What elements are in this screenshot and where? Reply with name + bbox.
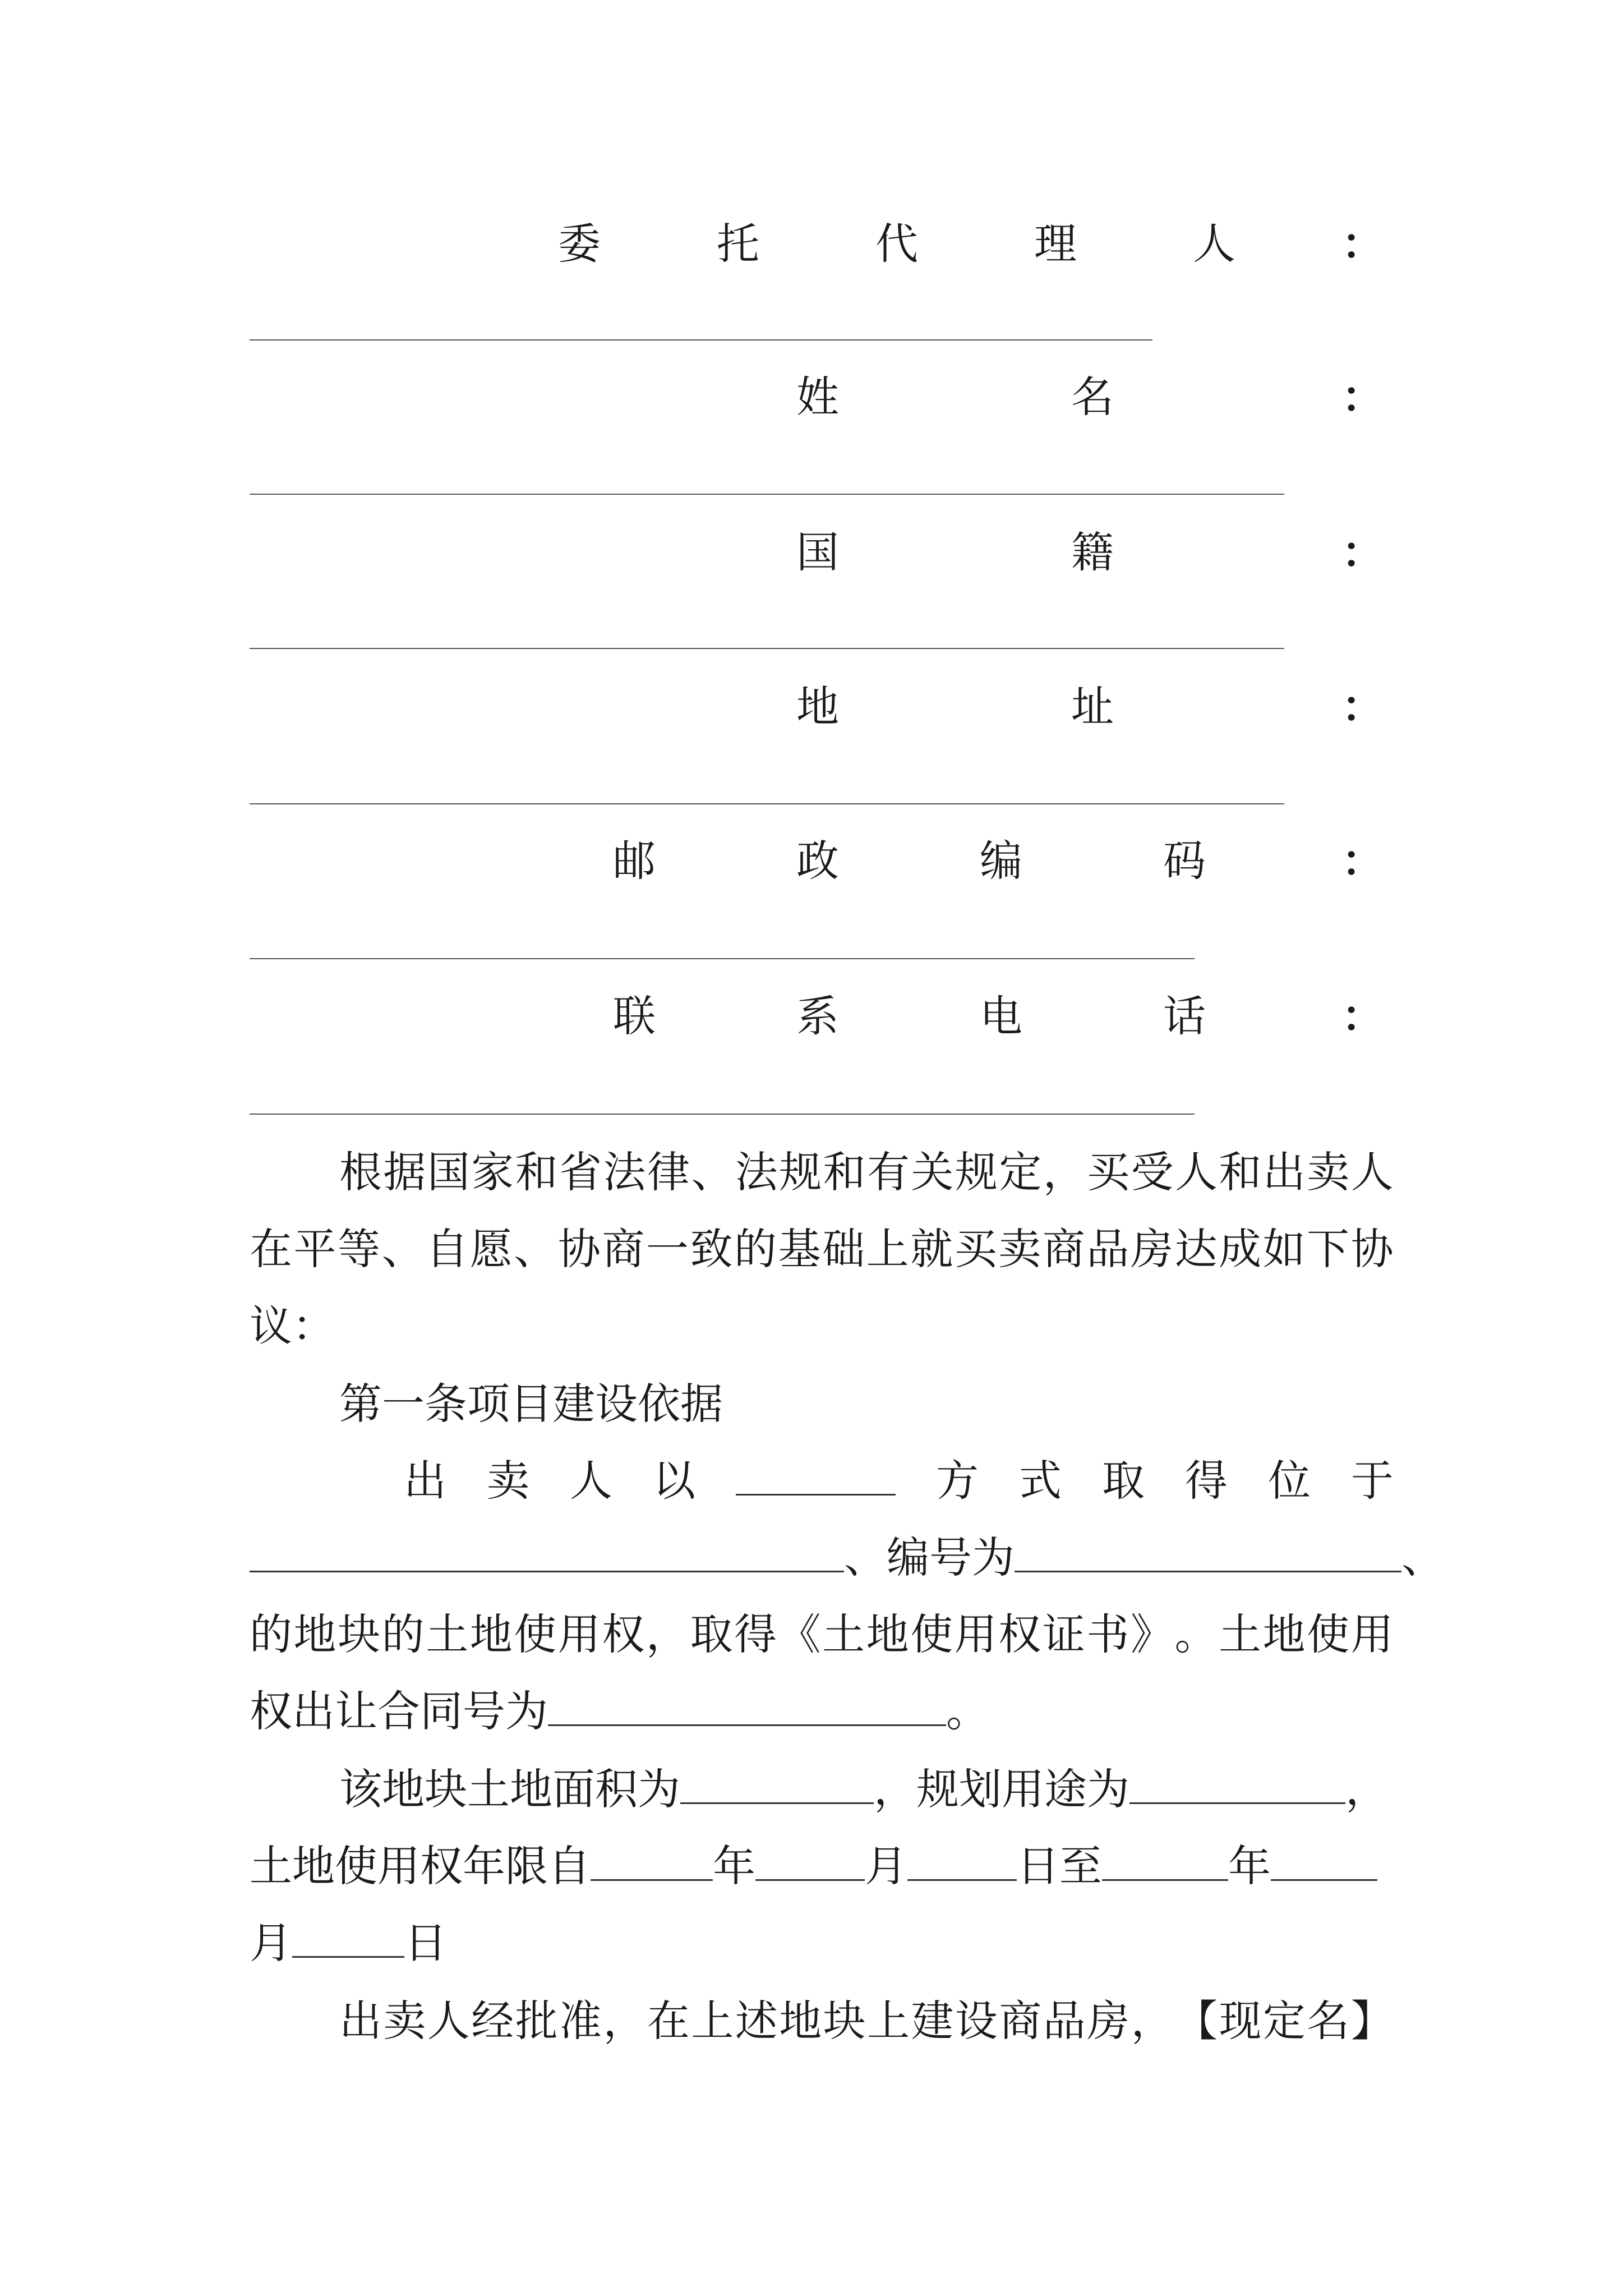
- parcel-number-blank[interactable]: [1015, 1530, 1401, 1572]
- text-char: 权: [602, 1609, 645, 1659]
- p1-char: 得: [1185, 1456, 1228, 1506]
- text-char: 地: [469, 1609, 513, 1659]
- text-char: 品: [1086, 1224, 1129, 1274]
- end-day-blank[interactable]: [292, 1916, 404, 1958]
- text-char: 块: [823, 1996, 866, 2046]
- text-char: 地: [293, 1609, 336, 1659]
- label-char: 联: [613, 991, 656, 1041]
- intro-line-3: 议：: [250, 1301, 335, 1351]
- text-char: 品: [1043, 1996, 1086, 2046]
- text-char: 的: [250, 1609, 292, 1659]
- text-char: 》: [1130, 1609, 1173, 1659]
- text-char: 【: [1175, 1996, 1218, 2046]
- text-char: 商: [999, 1996, 1042, 2046]
- text-char: 关: [911, 1147, 954, 1197]
- text-char: 础: [822, 1224, 865, 1274]
- p1-line4-end: 。: [946, 1686, 989, 1736]
- p1-line-2: [250, 1530, 1444, 1586]
- field-input-line-address[interactable]: [250, 803, 1284, 804]
- text-char: 取: [690, 1609, 733, 1659]
- field-input-line-nationality[interactable]: [250, 648, 1284, 649]
- text-char: 和: [823, 1147, 866, 1197]
- intro-line-2: [250, 1221, 1394, 1277]
- text-char: 上: [691, 1996, 734, 2046]
- text-char: 法: [735, 1147, 778, 1197]
- text-char: 协: [557, 1224, 601, 1274]
- label-char: 系: [796, 991, 839, 1041]
- text-char: 和: [1219, 1147, 1262, 1197]
- text-char: 省: [559, 1147, 602, 1197]
- text-char: 建: [911, 1996, 954, 2046]
- intro-line-1: [339, 1144, 1394, 1200]
- text-char: 在: [647, 1996, 690, 2046]
- start-day-blank[interactable]: [907, 1839, 1017, 1881]
- label-char: 姓: [796, 372, 839, 422]
- text-char: 自: [426, 1224, 469, 1274]
- text-char: 使: [1307, 1609, 1350, 1659]
- text-char: 。: [1174, 1609, 1218, 1659]
- p2-line-3: [250, 1915, 447, 1971]
- field-colon: ：: [1341, 527, 1384, 577]
- text-char: 商: [1042, 1224, 1085, 1274]
- text-char: 上: [867, 1996, 910, 2046]
- label-char: 码: [1163, 836, 1206, 886]
- label-char: 政: [796, 836, 839, 886]
- end-month-blank[interactable]: [1271, 1839, 1377, 1881]
- day-label: 日: [404, 1918, 447, 1968]
- label-char: 人: [1193, 219, 1235, 269]
- field-label-phone: [613, 988, 1230, 1045]
- field-label-agent: [558, 216, 1242, 272]
- text-char: 房: [1087, 1996, 1130, 2046]
- label-char: 编: [980, 836, 1022, 886]
- planned-use-blank[interactable]: [1129, 1762, 1345, 1804]
- text-char: 设: [955, 1996, 998, 2046]
- field-colon: ：: [1341, 991, 1384, 1041]
- text-char: 人: [1350, 1147, 1394, 1197]
- text-char: 国: [427, 1147, 470, 1197]
- p1-char: 以: [653, 1456, 695, 1506]
- text-char: ，: [1131, 1996, 1174, 2046]
- p1-char: 方: [936, 1456, 979, 1506]
- text-char: 卖: [1307, 1147, 1350, 1197]
- text-char: 如: [1262, 1224, 1306, 1274]
- text-char: 定: [1262, 1996, 1306, 2046]
- label-char: 地: [796, 682, 839, 731]
- text-char: 买: [954, 1224, 997, 1274]
- text-char: 述: [735, 1996, 778, 2046]
- text-char: 的: [381, 1609, 425, 1659]
- text-char: 卖: [998, 1224, 1041, 1274]
- text-char: 用: [954, 1609, 997, 1659]
- text-char: 致: [690, 1224, 733, 1274]
- year-label: 年: [713, 1841, 755, 1891]
- start-year-blank[interactable]: [591, 1839, 713, 1881]
- text-char: 买: [1087, 1147, 1130, 1197]
- text-char: 出: [1262, 1147, 1306, 1197]
- label-char: 代: [875, 219, 918, 269]
- p1-char: 位: [1268, 1456, 1311, 1506]
- p1-char: 取: [1102, 1456, 1145, 1506]
- text-char: 地: [1262, 1609, 1306, 1659]
- text-char: 用: [1350, 1609, 1394, 1659]
- text-char: 的: [734, 1224, 777, 1274]
- text-char: 等: [338, 1224, 381, 1274]
- text-char: 达: [1174, 1224, 1218, 1274]
- term-label: 土地使用权年限自: [250, 1841, 591, 1891]
- text-char: 块: [338, 1609, 381, 1659]
- p2-line-1: [339, 1761, 1388, 1818]
- field-label-address: [796, 679, 1133, 735]
- text-char: 据: [383, 1147, 426, 1197]
- text-char: ，: [1043, 1147, 1086, 1197]
- day-to-label: 日至: [1017, 1841, 1102, 1891]
- start-month-blank[interactable]: [755, 1839, 865, 1881]
- p1-char: 出: [404, 1456, 446, 1506]
- text-char: 批: [515, 1996, 558, 2046]
- label-char: 理: [1034, 219, 1077, 269]
- contract-number-label: 权出让合同号为: [250, 1686, 548, 1736]
- label-char: 邮: [613, 836, 656, 886]
- p1-char: 卖: [487, 1456, 529, 1506]
- p2-line-2: [250, 1838, 1377, 1894]
- p1-char: 于: [1351, 1456, 1394, 1506]
- text-char: 证: [1042, 1609, 1085, 1659]
- text-char: 准: [559, 1996, 602, 2046]
- text-char: 协: [1350, 1224, 1394, 1274]
- use-suffix: ，: [1345, 1764, 1388, 1814]
- text-char: 愿: [469, 1224, 513, 1274]
- end-year-blank[interactable]: [1102, 1839, 1228, 1881]
- text-char: 有: [867, 1147, 910, 1197]
- field-colon: ：: [1341, 836, 1384, 886]
- text-char: 房: [1130, 1224, 1173, 1274]
- text-char: 上: [866, 1224, 909, 1274]
- text-char: 卖: [383, 1996, 426, 2046]
- text-char: 书: [1086, 1609, 1129, 1659]
- text-char: 得: [734, 1609, 777, 1659]
- number-label: 、编号为: [844, 1533, 1015, 1582]
- text-char: 地: [866, 1609, 909, 1659]
- text-char: 《: [778, 1609, 821, 1659]
- field-colon: ：: [1341, 682, 1384, 731]
- field-input-line-name[interactable]: [250, 494, 1284, 495]
- label-char: 籍: [1071, 527, 1114, 577]
- article-heading: 第一条项目建设依据: [339, 1379, 723, 1429]
- acquisition-method-blank[interactable]: [736, 1453, 896, 1496]
- field-input-line-postcode[interactable]: [250, 958, 1195, 959]
- month-label: 月: [250, 1918, 292, 1968]
- field-colon: ：: [1341, 372, 1384, 422]
- text-char: 现: [1219, 1996, 1262, 2046]
- month-label: 月: [865, 1841, 907, 1891]
- area-label: 该地块土地面积为: [339, 1764, 680, 1814]
- field-input-line-agent[interactable]: [250, 339, 1152, 341]
- land-area-blank[interactable]: [680, 1762, 874, 1804]
- text-char: 家: [471, 1147, 514, 1197]
- field-label-name: [796, 369, 1133, 425]
- label-char: 国: [796, 527, 839, 577]
- text-char: 基: [778, 1224, 821, 1274]
- text-char: 定: [999, 1147, 1042, 1197]
- text-char: 根: [339, 1147, 382, 1197]
- year-label: 年: [1228, 1841, 1271, 1891]
- p3-line-1: [339, 1993, 1394, 2049]
- text-char: 、: [381, 1224, 425, 1274]
- text-char: 经: [471, 1996, 514, 2046]
- text-char: 平: [293, 1224, 336, 1274]
- text-char: 在: [250, 1224, 292, 1274]
- label-char: 托: [717, 219, 759, 269]
- text-char: 人: [427, 1996, 470, 2046]
- text-char: ，: [645, 1609, 689, 1659]
- text-char: 一: [645, 1224, 689, 1274]
- field-label-postcode: [613, 833, 1230, 889]
- text-char: 出: [339, 1996, 382, 2046]
- p1-line-3: [250, 1607, 1394, 1663]
- text-char: 人: [1175, 1147, 1218, 1197]
- text-char: 和: [515, 1147, 558, 1197]
- p1-line2-end: 、: [1401, 1533, 1444, 1582]
- text-char: 地: [779, 1996, 822, 2046]
- label-char: 话: [1163, 991, 1206, 1041]
- text-char: 用: [557, 1609, 601, 1659]
- text-char: 法: [603, 1147, 646, 1197]
- text-char: 规: [779, 1147, 822, 1197]
- p1-char: 人: [570, 1456, 612, 1506]
- label-char: 址: [1071, 682, 1114, 731]
- text-char: 规: [955, 1147, 998, 1197]
- text-char: 权: [998, 1609, 1041, 1659]
- text-char: 名: [1307, 1996, 1350, 2046]
- text-char: 土: [426, 1609, 469, 1659]
- text-char: 使: [910, 1609, 953, 1659]
- label-char: 电: [980, 991, 1022, 1041]
- label-char: 名: [1071, 372, 1114, 422]
- text-char: 受: [1131, 1147, 1174, 1197]
- p1-line-1: [404, 1453, 1394, 1509]
- text-char: 下: [1307, 1224, 1350, 1274]
- text-char: 商: [602, 1224, 645, 1274]
- text-char: 】: [1350, 1996, 1394, 2046]
- text-char: 土: [1219, 1609, 1262, 1659]
- text-char: ，: [603, 1996, 646, 2046]
- text-char: 、: [691, 1147, 734, 1197]
- text-char: 就: [910, 1224, 953, 1274]
- text-char: 、: [514, 1224, 557, 1274]
- text-char: 成: [1219, 1224, 1262, 1274]
- contract-number-blank[interactable]: [548, 1684, 946, 1726]
- field-colon: ：: [1341, 219, 1384, 269]
- label-char: 委: [558, 219, 601, 269]
- use-label: ，规划用途为: [874, 1764, 1129, 1814]
- field-input-line-phone[interactable]: [250, 1114, 1195, 1115]
- p1-char: 式: [1019, 1456, 1062, 1506]
- text-char: 使: [514, 1609, 557, 1659]
- text-char: 律: [647, 1147, 690, 1197]
- field-label-nationality: [796, 524, 1133, 581]
- location-blank[interactable]: [250, 1530, 844, 1572]
- p1-line-4: [250, 1683, 989, 1740]
- text-char: 土: [822, 1609, 865, 1659]
